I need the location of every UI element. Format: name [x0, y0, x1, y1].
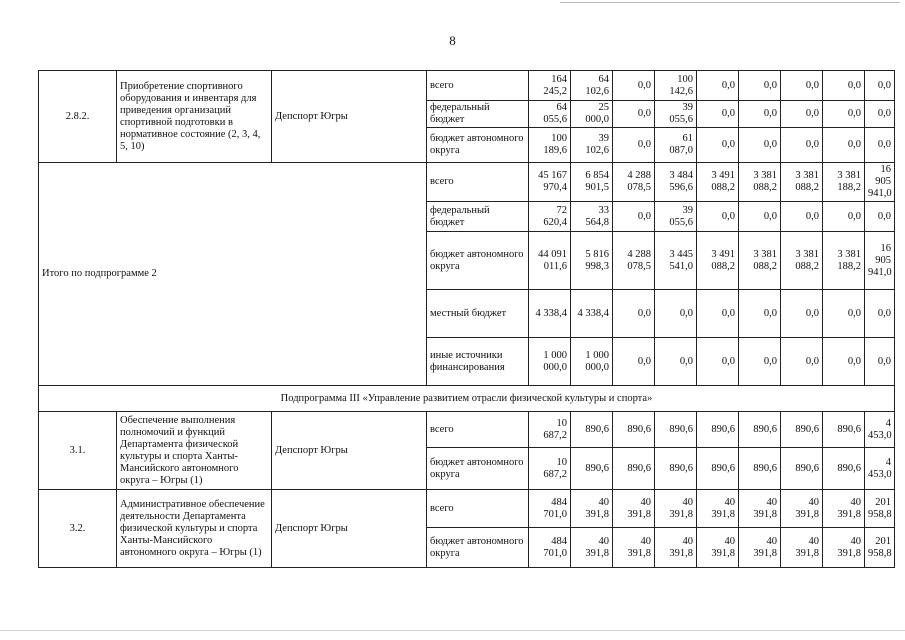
amount-cell: 40 391,8 — [739, 490, 781, 528]
amount-cell: 44 091 011,6 — [529, 232, 571, 290]
amount-cell: 4 338,4 — [529, 290, 571, 338]
amount-cell: 0,0 — [865, 338, 895, 386]
amount-cell: 40 391,8 — [781, 528, 823, 568]
amount-cell: 0,0 — [865, 202, 895, 232]
amount-cell: 164 245,2 — [529, 71, 571, 101]
amount-cell: 0,0 — [655, 290, 697, 338]
row-code: 3.1. — [39, 412, 117, 490]
amount-cell: 0,0 — [697, 290, 739, 338]
amount-cell: 0,0 — [655, 338, 697, 386]
amount-cell: 10 687,2 — [529, 412, 571, 448]
amount-cell: 0,0 — [823, 71, 865, 101]
amount-cell: 64 102,6 — [571, 71, 613, 101]
amount-cell: 100 142,6 — [655, 71, 697, 101]
amount-cell: 25 000,0 — [571, 101, 613, 128]
amount-cell: 3 445 541,0 — [655, 232, 697, 290]
table-row — [39, 490, 895, 528]
amount-cell: 39 055,6 — [655, 202, 697, 232]
amount-cell: 890,6 — [823, 412, 865, 448]
amount-cell: 0,0 — [865, 101, 895, 128]
funding-source: местный бюджет — [427, 290, 529, 338]
row-code: 2.8.2. — [39, 71, 117, 163]
amount-cell: 100 189,6 — [529, 128, 571, 163]
amount-cell: 1 000 000,0 — [571, 338, 613, 386]
funding-source: всего — [427, 163, 529, 202]
amount-cell: 890,6 — [655, 448, 697, 490]
amount-cell: 40 391,8 — [781, 490, 823, 528]
amount-cell: 0,0 — [739, 290, 781, 338]
amount-cell: 0,0 — [613, 101, 655, 128]
amount-cell: 40 391,8 — [613, 490, 655, 528]
amount-cell: 890,6 — [655, 412, 697, 448]
amount-cell: 3 491 088,2 — [697, 163, 739, 202]
funding-source: федеральный бюджет — [427, 101, 529, 128]
amount-cell: 3 381 088,2 — [739, 163, 781, 202]
table-row — [39, 412, 895, 448]
funding-source: всего — [427, 71, 529, 101]
amount-cell: 0,0 — [781, 128, 823, 163]
scan-artifact — [0, 630, 905, 631]
amount-cell: 10 687,2 — [529, 448, 571, 490]
amount-cell: 40 391,8 — [697, 528, 739, 568]
amount-cell: 0,0 — [739, 101, 781, 128]
amount-cell: 4 288 078,5 — [613, 232, 655, 290]
amount-cell: 0,0 — [781, 101, 823, 128]
subprogram-title: Подпрограмма III «Управление развитием отрасли физической культуры и спорта» — [39, 386, 895, 412]
amount-cell: 0,0 — [823, 128, 865, 163]
row-code: 3.2. — [39, 490, 117, 568]
budget-table — [38, 70, 895, 568]
amount-cell: 4 338,4 — [571, 290, 613, 338]
amount-cell: 3 381 188,2 — [823, 163, 865, 202]
amount-cell: 3 381 088,2 — [781, 232, 823, 290]
amount-cell: 0,0 — [613, 338, 655, 386]
amount-cell: 4 288 078,5 — [613, 163, 655, 202]
amount-cell: 16 905 941,0 — [865, 232, 895, 290]
amount-cell: 39 055,6 — [655, 101, 697, 128]
amount-cell: 890,6 — [571, 412, 613, 448]
amount-cell: 890,6 — [781, 412, 823, 448]
amount-cell: 3 381 088,2 — [739, 232, 781, 290]
amount-cell: 16 905 941,0 — [865, 163, 895, 202]
amount-cell: 0,0 — [739, 202, 781, 232]
amount-cell: 0,0 — [865, 290, 895, 338]
amount-cell: 201 958,8 — [865, 490, 895, 528]
amount-cell: 40 391,8 — [823, 528, 865, 568]
amount-cell: 6 854 901,5 — [571, 163, 613, 202]
funding-source: иные источники финансирования — [427, 338, 529, 386]
amount-cell: 890,6 — [697, 448, 739, 490]
amount-cell: 3 484 596,6 — [655, 163, 697, 202]
row-name: Обеспечение выполнения полномочий и функций Департамента физической культуры и спорта Ханты-Мансийского автономного округа – Югры (1) — [117, 412, 272, 490]
amount-cell: 33 564,8 — [571, 202, 613, 232]
amount-cell: 40 391,8 — [823, 490, 865, 528]
amount-cell: 40 391,8 — [571, 528, 613, 568]
amount-cell: 0,0 — [823, 338, 865, 386]
amount-cell: 0,0 — [823, 101, 865, 128]
row-name: Приобретение спортивного оборудования и инвентаря для приведения организаций спортивной подготовки в нормативное состояние (2, 3, 4, 5, 10) — [117, 71, 272, 163]
amount-cell: 45 167 970,4 — [529, 163, 571, 202]
amount-cell: 890,6 — [571, 448, 613, 490]
amount-cell: 0,0 — [613, 128, 655, 163]
amount-cell: 0,0 — [823, 290, 865, 338]
amount-cell: 0,0 — [781, 290, 823, 338]
funding-source: бюджет автономного округа — [427, 128, 529, 163]
funding-source: федеральный бюджет — [427, 202, 529, 232]
amount-cell: 0,0 — [697, 128, 739, 163]
section-row — [39, 386, 895, 412]
amount-cell: 40 391,8 — [655, 490, 697, 528]
amount-cell: 890,6 — [739, 412, 781, 448]
amount-cell: 201 958,8 — [865, 528, 895, 568]
table-row — [39, 163, 895, 202]
amount-cell: 0,0 — [697, 202, 739, 232]
amount-cell: 0,0 — [781, 202, 823, 232]
amount-cell: 1 000 000,0 — [529, 338, 571, 386]
amount-cell: 484 701,0 — [529, 528, 571, 568]
amount-cell: 40 391,8 — [739, 528, 781, 568]
amount-cell: 0,0 — [697, 71, 739, 101]
amount-cell: 39 102,6 — [571, 128, 613, 163]
funding-source: бюджет автономного округа — [427, 448, 529, 490]
total-label: Итого по подпрограмме 2 — [39, 163, 427, 386]
amount-cell: 72 620,4 — [529, 202, 571, 232]
row-executor: Депспорт Югры — [272, 490, 427, 568]
amount-cell: 40 391,8 — [613, 528, 655, 568]
amount-cell: 3 491 088,2 — [697, 232, 739, 290]
funding-source: бюджет автономного округа — [427, 528, 529, 568]
amount-cell: 0,0 — [865, 71, 895, 101]
amount-cell: 0,0 — [613, 71, 655, 101]
amount-cell: 40 391,8 — [655, 528, 697, 568]
amount-cell: 0,0 — [781, 71, 823, 101]
amount-cell: 0,0 — [613, 290, 655, 338]
table-row — [39, 71, 895, 101]
amount-cell: 40 391,8 — [697, 490, 739, 528]
amount-cell: 0,0 — [613, 202, 655, 232]
amount-cell: 0,0 — [697, 101, 739, 128]
funding-source: всего — [427, 412, 529, 448]
amount-cell: 0,0 — [865, 128, 895, 163]
amount-cell: 5 816 998,3 — [571, 232, 613, 290]
amount-cell: 0,0 — [739, 71, 781, 101]
amount-cell: 890,6 — [739, 448, 781, 490]
funding-source: всего — [427, 490, 529, 528]
amount-cell: 0,0 — [739, 128, 781, 163]
amount-cell: 0,0 — [781, 338, 823, 386]
amount-cell: 4 453,0 — [865, 448, 895, 490]
row-executor: Депспорт Югры — [272, 412, 427, 490]
amount-cell: 3 381 088,2 — [781, 163, 823, 202]
page-number: 8 — [449, 33, 456, 48]
amount-cell: 890,6 — [697, 412, 739, 448]
amount-cell: 0,0 — [697, 338, 739, 386]
amount-cell: 890,6 — [823, 448, 865, 490]
row-name: Административное обеспечение деятельности Департамента физической культуры и спорта Ханты-Мансийского автономного округа – Югры (1) — [117, 490, 272, 568]
amount-cell: 61 087,0 — [655, 128, 697, 163]
amount-cell: 890,6 — [613, 412, 655, 448]
amount-cell: 890,6 — [613, 448, 655, 490]
amount-cell: 0,0 — [823, 202, 865, 232]
amount-cell: 3 381 188,2 — [823, 232, 865, 290]
amount-cell: 40 391,8 — [571, 490, 613, 528]
funding-source: бюджет автономного округа — [427, 232, 529, 290]
amount-cell: 0,0 — [739, 338, 781, 386]
amount-cell: 484 701,0 — [529, 490, 571, 528]
amount-cell: 64 055,6 — [529, 101, 571, 128]
scan-artifact — [560, 2, 900, 3]
row-executor: Депспорт Югры — [272, 71, 427, 163]
amount-cell: 4 453,0 — [865, 412, 895, 448]
amount-cell: 890,6 — [781, 448, 823, 490]
